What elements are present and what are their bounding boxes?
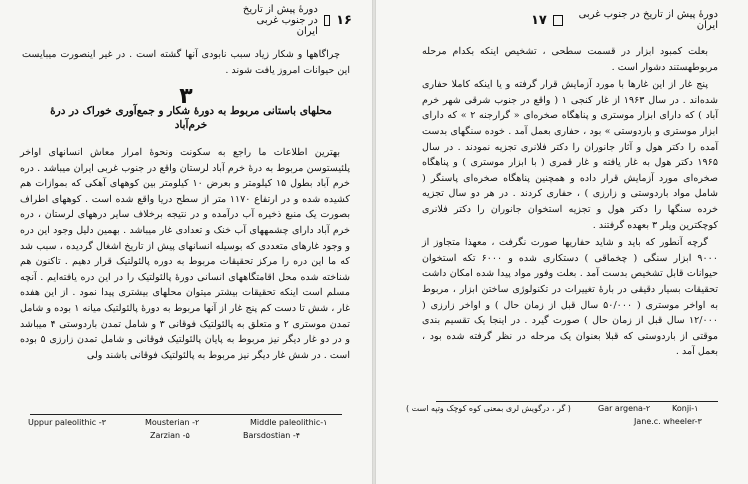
footnote-rule	[30, 414, 342, 415]
footnote-3: Jane.c. wheeler-۳	[634, 417, 702, 426]
left-body-paragraph: بهترین اطلاعات ما راجع به سکونت ونحوۀ امرار معاش انسانهای اواخر پلئیستوسن مربوط به درۀ خرم آباد لرستان واقع در جنوب غربی ایران میباشد . دره خرم آباد بطول ۱۵ کیلومتر و بعرض ۱۰ کیلومتر بین کوههای آهکی که بموازات هم کشیده شده و در ارتفاع ۱۱۷۰ متر از سطح دریا واقع شده است . کوههای اطراف بصورت یک منبع ذخیره آب درآمده و در نتیجه برخلاف سایر درههای لرستان ، دره خرم آباد دارای چشمههای آب خنک و تعدادی غار میباشد . بهمین دلیل وجود این دره و وجود غارهای متعددی که بوسیله انسانهای پیش از تاریخ اشغال گردیده ، سبب شد که ما این دره را مرکز تحقیقات مربوط به دوره پالئولتیک قرار دهیم . تاکنون هم شناخته شده محل اقامتگاههای انسانی دورۀ پالئولتیک را در این دره یافته‌ایم . آنچه مسلم است اینکه تحقیقات بیشتر میتوان محلهای بیشتری پیدا نمود . از این هفده غار ، شش تا دست کم پنج غار از آنها مربوط به دورۀ پالئولتیک میانه ۱ بوده و شامل تمدن موستری ۲ و متعلق به پالئولتیک فوقانی ۳ و شامل تمدن باردوستی ۴ میباشد و در دو غار دیگر نیز مربوط به پایان پالئولتیک فوقانی و شامل تمدن زارزی ۵ بوده است . در شش غار دیگر نیز مربوط به پالئولتیک فوقانی باشند ولی	[20, 147, 351, 361]
right-body	[422, 44, 718, 362]
footnote-1: Konji-۱	[672, 404, 699, 413]
footnote-2-note: ( گر ، درگویش لری بمعنی کوه کوچک وتپه است )	[406, 404, 571, 413]
intro-paragraph	[22, 47, 350, 80]
footnote-2: Gar argena-۲	[598, 404, 651, 413]
running-head: دورۀ پیش از تاریخ در جنوب غربی ایران	[242, 3, 318, 37]
footnote-1: Middle paleolithic-۱	[250, 418, 328, 427]
right-body-paragraph-3: گرچه آنطور که باید و شاید حفاریها صورت نگرفت ، معهذا متجاوز از ۹۰۰۰ ابزار سنگی ( چخماقی ) دستکاری شده و ۶۰۰۰ تکه استخوان حیوانات قابل تشخیص بدست آمد . بعلت وفور مواد پیدا شده امکان داشت تحقیقات بسیار دقیقی در بارۀ تغییرات در تکنولوژی ساختن ابزار ، مربوط به اواخر موستری ( ۵۰/۰۰۰ سال قبل از زمان حال ) و اواخر زارزی ( ۱۲/۰۰۰ سال قبل از زمان حال ) صورت گیرد . در اینجا یک تقسیم بندی موقتی از باردوستی که قبلا بعنوان یک مرحله در نظر گرفته شده بود ، بعمل آمد .	[422, 237, 718, 358]
footnote-3: Uppur paleolithic -۳	[28, 418, 106, 427]
chapter-title: محلهای باستانی مربوط به دورۀ شکار و جمع‌آوری خوراک در درۀ خرم‌آباد	[50, 105, 332, 131]
footnote-4: Barsdostian -۴	[243, 431, 301, 440]
header-box-icon	[553, 15, 563, 26]
left-body	[20, 145, 350, 365]
left-page	[0, 0, 372, 484]
header-box-icon	[324, 15, 330, 26]
running-head: دورۀ پیش از تاریخ در جنوب غربی ایران	[578, 9, 718, 31]
page-number: ١٧	[531, 12, 547, 28]
left-page-header	[240, 3, 352, 37]
footnote-rule	[436, 401, 718, 402]
right-page	[376, 0, 748, 484]
footnote-5: Zarzian -۵	[150, 431, 190, 440]
right-body-paragraph-1: بعلت کمبود ابزار در قسمت سطحی ، تشخیص اینکه بکدام مرحله مربوطهستند دشوار است .	[422, 46, 718, 73]
chapter-number: ۳	[179, 84, 193, 109]
footnote-2: Mousterian -۲	[145, 418, 200, 427]
right-body-paragraph-2: پنج غار از این غارها با مورد آزمایش قرار گرفته و یا اینکه کاملا حفاری شده‌اند . در سال ۱۹۶۳ از غار کنجی ۱ ( واقع در جنوب شرقی شهر خرم آباد ) که دارای ابزار موستری و پناهگاه صخره‌ای « گرارجنه ۲ » که دارای ابزار موستری و باردوستی » بود ، حفاری بعمل آمد . خوده سنگهای بدست آمده را دکتر هول و آثار جانوران را دکتر فلانری تجزیه نمودند . در سال ۱۹۶۵ دکتر هول به غار یافته و غار قمری ( با ابزار موستری ) و پناهگاه صخره‌ای مورد آزمایش قرار داده و همچنین پناهگاه صخره‌ای پاسنگر ( شامل مواد باردوستی و زارزی ) ، حفاری کردند . در هر دو سال تجزیه خرده سنگها را دکتر هول و تجزیه استخوان جانوران را دکتر فلانری کوچکترین ویلر ۳ بعهده گرفتند .	[422, 79, 718, 231]
right-page-header	[531, 10, 718, 30]
page-number: ١۶	[336, 12, 352, 28]
intro-text: چراگاهها و شکار زیاد سبب نابودی آنها گشته است . در غیر اینصورت میبایست این حیوانات امروز یافت شوند .	[22, 49, 350, 76]
